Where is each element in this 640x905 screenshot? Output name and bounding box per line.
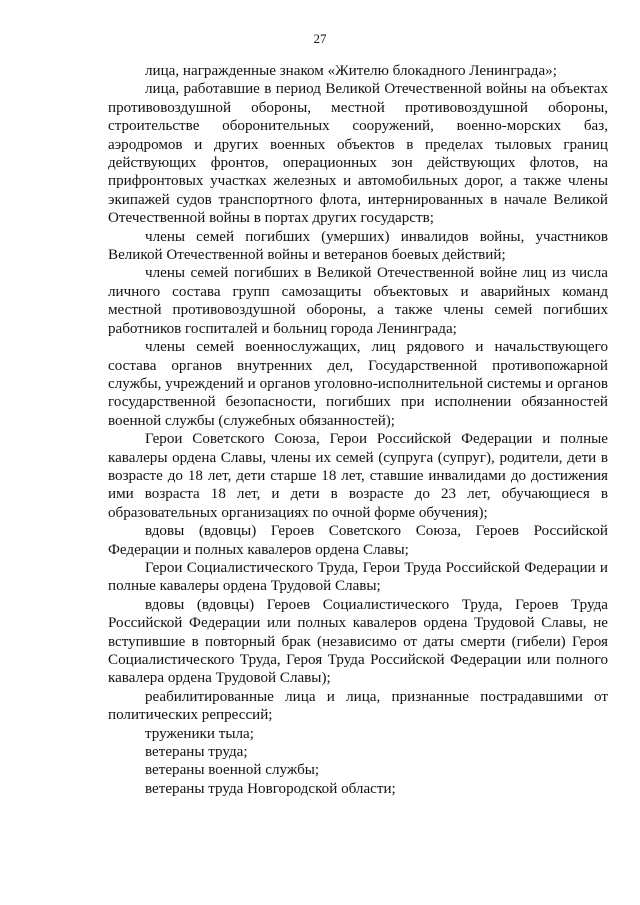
paragraph: реабилитированные лица и лица, признанные пострадавшими от политических репрессий; [108,688,608,724]
paragraph: вдовы (вдовцы) Героев Советского Союза, Героев Российской Федерации и полных кавалеров ордена Славы; [108,523,608,558]
paragraph: ветераны труда Новгородской области; [145,780,396,797]
page-number: 27 [313,31,327,46]
paragraph: Герои Социалистического Труда, Герои Труда Российской Федерации и полные кавалеры ордена Трудовой Славы; [108,559,608,595]
paragraph: вдовы (вдовцы) Героев Социалистического Труда, Героев Труда Российской Федерации или полных кавалеров ордена Трудовой Славы, не вступившие в повторный брак (независимо от даты смерти (гибели) Героя Социалистического Труда, Героя Труда Российской Федерации или полного кавалера ордена Трудовой Славы); [108,596,608,687]
paragraph: ветераны труда; [145,744,248,761]
paragraph: члены семей военнослужащих, лиц рядового и начальствующего состава органов внутренних дел, Государственной противопожарной службы, учреждений и органов уголовно-исполнительной системы и органов государственной безопасности, погибших при исполнении обязанностей военной службы (служебных обязанностей); [108,339,608,429]
paragraph: труженики тыла; [145,725,254,742]
body-text [108,62,608,798]
paragraph: лица, награжденные знаком «Жителю блокадного Ленинграда»; [145,63,557,79]
paragraph: члены семей погибших в Великой Отечественной войне лиц из числа личного состава групп самозащиты объектовых и аварийных команд местной противовоздушной обороны, а также члены семей погибших работников госпиталей и больниц города Ленинграда; [108,265,608,337]
paragraph: члены семей погибших (умерших) инвалидов войны, участников Великой Отечественной войны и ветеранов боевых действий; [108,228,608,264]
paragraph: Герои Советского Союза, Герои Российской Федерации и полные кавалеры ордена Славы, члены их семей (супруга (супруг), родители, дети в возрасте до 18 лет, дети старше 18 лет, ставшие инвалидами до достижения ими возраста 18 лет, и дети в возрасте до 23 лет, обучающиеся в образовательных организациях по очной форме обучения); [108,431,608,521]
paragraph: лица, работавшие в период Великой Отечественной войны на объектах противовоздушной обороны, местной противовоздушной обороны, строительстве оборонительных сооружений, военно-морских баз, аэродромов и других военных объектов в пределах тыловых границ действующих фронтов, операционных зон действующих флотов, на прифронтовых участках железных и автомобильных дорог, а также члены экипажей судов транспортного флота, интернированных в начале Великой Отечественной войны в портах других государств; [108,81,608,227]
paragraph: ветераны военной службы; [145,762,320,779]
